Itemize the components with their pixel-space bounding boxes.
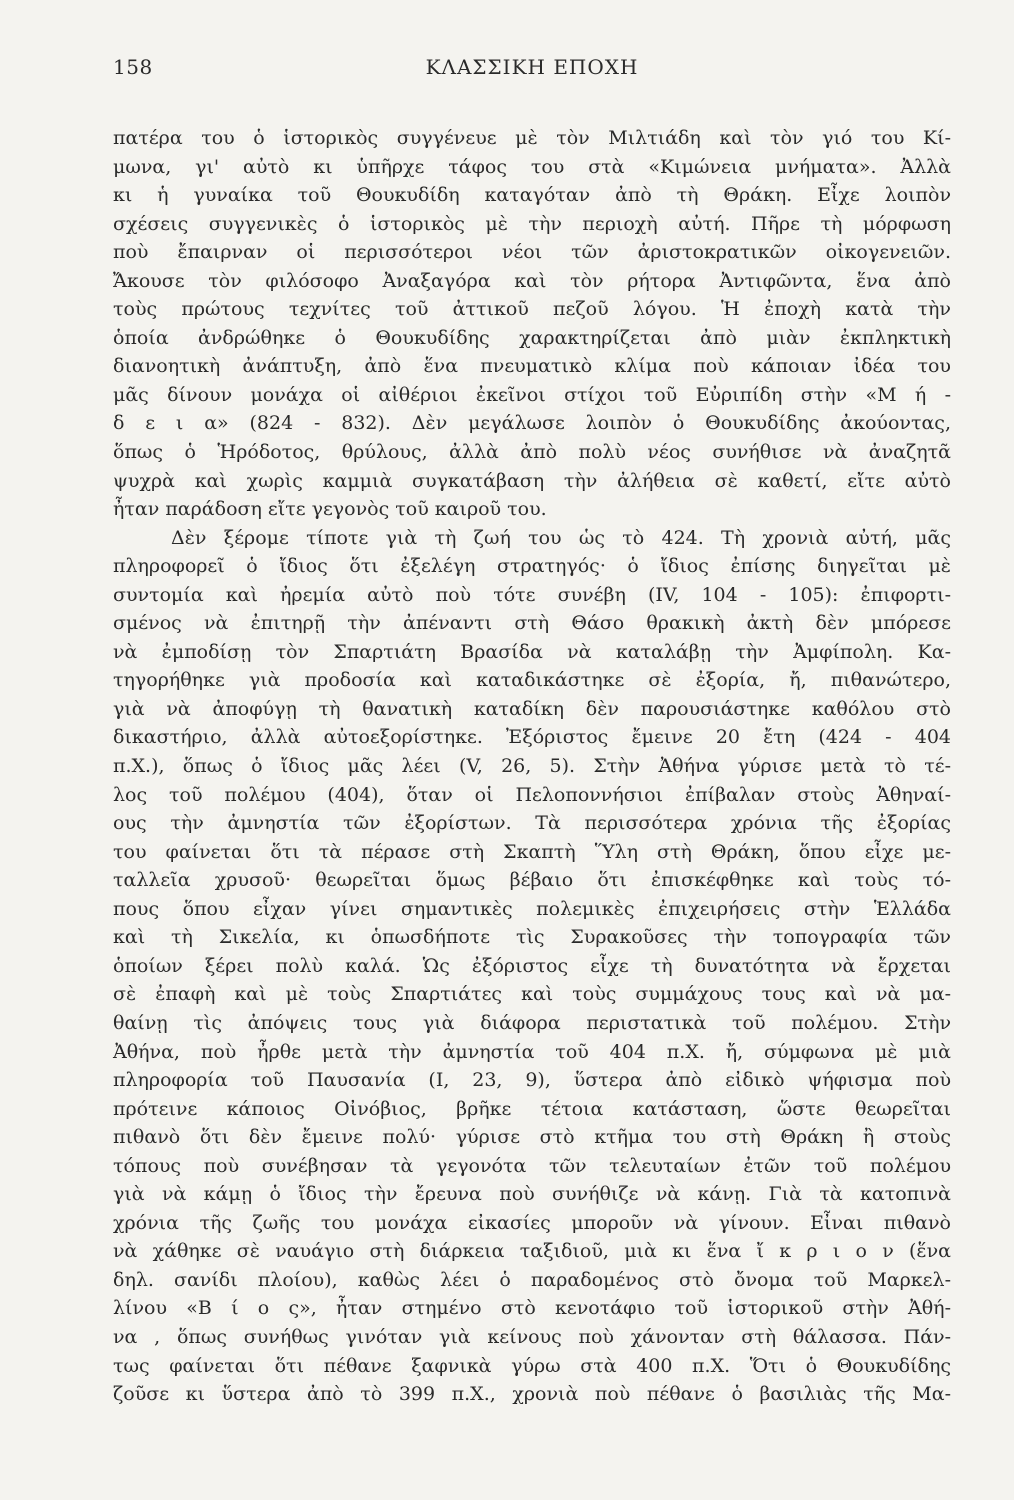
text-line: Ἄκουσε τὸν φιλόσοφο Ἀναξαγόρα καὶ τὸν ρήτορα Ἀντιφῶντα, ἕνα ἀπὸ — [113, 269, 951, 292]
text-line: σχέσεις συγγενικὲς ὁ ἱστορικὸς μὲ τὴν περιοχὴ αὐτή. Πῆρε τὴ μόρφωση — [113, 212, 951, 235]
text-line: ὅπως ὁ Ἡρόδοτος, θρύλους, ἀλλὰ ἀπὸ πολὺ νέος συνήθισε νὰ ἀναζητᾶ — [113, 441, 951, 464]
text-line: πληροφορία τοῦ Παυσανία (I, 23, 9), ὕστερα ἀπὸ εἰδικὸ ψήφισμα ποὺ — [113, 1069, 951, 1092]
text-line: δ ε ι α» (824 - 832). Δὲν μεγάλωσε λοιπὸν ὁ Θουκυδίδης ἀκούοντας, — [113, 412, 951, 435]
text-line: πληροφορεῖ ὁ ἴδιος ὅτι ἐξελέγη στρατηγός· ὁ ἴδιος ἐπίσης διηγεῖται μὲ — [113, 555, 951, 578]
text-line: νὰ χάθηκε σὲ ναυάγιο στὴ διάρκεια ταξιδιοῦ, μιὰ κι ἕνα ἴ κ ρ ι ο ν (ἕνα — [113, 1240, 951, 1263]
text-line: τως φαίνεται ὅτι πέθανε ξαφνικὰ γύρω στὰ 400 π.Χ. Ὅτι ὁ Θουκυδίδης — [113, 1354, 951, 1377]
text-line: να , ὅπως συνήθως γινόταν γιὰ κείνους ποὺ χάνονταν στὴ θάλασσα. Πάν- — [113, 1325, 951, 1348]
text-line: καὶ τὴ Σικελία, κι ὁπωσδήποτε τὶς Συρακοῦσες τὴν τοπογραφία τῶν — [113, 926, 951, 949]
text-line: δηλ. σανίδι πλοίου), καθὼς λέει ὁ παραδομένος στὸ ὄνομα τοῦ Μαρκελ- — [113, 1268, 951, 1291]
running-head: ΚΛΑΣΣΙΚΗ ΕΠΟΧΗ — [425, 55, 639, 79]
text-line: διανοητικὴ ἀνάπτυξη, ἀπὸ ἕνα πνευματικὸ κλίμα ποὺ κάποιαν ἰδέα του — [113, 355, 951, 378]
text-line: πιθανὸ ὅτι δὲν ἔμεινε πολύ· γύρισε στὸ κτῆμα του στὴ Θράκη ἢ στοὺς — [113, 1126, 951, 1149]
text-line: Ἀθήνα, ποὺ ἦρθε μετὰ τὴν ἀμνηστία τοῦ 404 π.Χ. ἤ, σύμφωνα μὲ μιὰ — [113, 1040, 951, 1063]
text-line: δικαστήριο, ἀλλὰ αὐτοεξορίστηκε. Ἐξόριστος ἔμεινε 20 ἔτη (424 - 404 — [113, 726, 951, 749]
text-line: τόπους ποὺ συνέβησαν τὰ γεγονότα τῶν τελευταίων ἐτῶν τοῦ πολέμου — [113, 1154, 951, 1177]
text-line: του φαίνεται ὅτι τὰ πέρασε στὴ Σκαπτὴ Ὕλη στὴ Θράκη, ὅπου εἶχε με- — [113, 840, 951, 863]
text-line: ποὺ ἔπαιρναν οἱ περισσότεροι νέοι τῶν ἀριστοκρατικῶν οἰκογενειῶν. — [113, 241, 951, 264]
text-line: νὰ ἐμποδίσῃ τὸν Σπαρτιάτη Βρασίδα νὰ καταλάβῃ τὴν Ἀμφίπολη. Κα- — [113, 640, 951, 663]
text-line: γιὰ νὰ ἀποφύγῃ τὴ θανατικὴ καταδίκη δὲν παρουσιάστηκε καθόλου στὸ — [113, 697, 951, 720]
text-line: πους ὅπου εἶχαν γίνει σημαντικὲς πολεμικὲς ἐπιχειρήσεις στὴν Ἑλλάδα — [113, 897, 951, 920]
text-line: πρότεινε κάποιος Οἰνόβιος, βρῆκε τέτοια κατάσταση, ὥστε θεωρεῖται — [113, 1097, 951, 1120]
text-line: ους τὴν ἀμνηστία τῶν ἐξορίστων. Τὰ περισσότερα χρόνια τῆς ἐξορίας — [113, 812, 951, 835]
text-line: ψυχρὰ καὶ χωρὶς καμμιὰ συγκατάβαση τὴν ἀλήθεια σὲ καθετί, εἴτε αὐτὸ — [113, 469, 951, 492]
text-line: γιὰ νὰ κάμῃ ὁ ἴδιος τὴν ἔρευνα ποὺ συνήθιζε νὰ κάνῃ. Γιὰ τὰ κατοπινὰ — [113, 1183, 951, 1206]
text-line: π.Χ.), ὅπως ὁ ἴδιος μᾶς λέει (V, 26, 5). Στὴν Ἀθήνα γύρισε μετὰ τὸ τέ- — [113, 755, 951, 778]
text-line: ζοῦσε κι ὕστερα ἀπὸ τὸ 399 π.Χ., χρονιὰ ποὺ πέθανε ὁ βασιλιὰς τῆς Μα- — [113, 1383, 951, 1406]
text-line: κι ἡ γυναίκα τοῦ Θουκυδίδη καταγόταν ἀπὸ τὴ Θράκη. Εἶχε λοιπὸν — [113, 184, 951, 207]
body-text — [113, 124, 951, 1409]
text-line: σμένος νὰ ἐπιτηρῇ τὴν ἀπέναντι στὴ Θάσο θρακικὴ ἀκτὴ δὲν μπόρεσε — [113, 612, 951, 635]
page-number: 158 — [113, 55, 153, 79]
text-line: πατέρα του ὁ ἱστορικὸς συγγένευε μὲ τὸν Μιλτιάδη καὶ τὸν γιό του Κί- — [113, 127, 951, 149]
text-line: χρόνια τῆς ζωῆς του μονάχα εἰκασίες μποροῦν νὰ γίνουν. Εἶναι πιθανὸ — [113, 1211, 951, 1234]
text-line: λος τοῦ πολέμου (404), ὅταν οἱ Πελοποννήσιοι ἐπίβαλαν στοὺς Ἀθηναί- — [113, 783, 951, 806]
page-header — [113, 55, 951, 95]
text-line: λίνου «Β ί ο ς», ἦταν στημένο στὸ κενοτάφιο τοῦ ἱστορικοῦ στὴν Ἀθή- — [113, 1297, 951, 1320]
text-line: ὁποίων ξέρει πολὺ καλά. Ὡς ἐξόριστος εἶχε τὴ δυνατότητα νὰ ἔρχεται — [113, 954, 951, 977]
paragraph-end-line: ἦταν παράδοση εἴτε γεγονὸς τοῦ καιροῦ του. — [113, 498, 547, 521]
text-line: ταλλεῖα χρυσοῦ· θεωρεῖται ὅμως βέβαιο ὅτι ἐπισκέφθηκε καὶ τοὺς τό- — [113, 869, 951, 892]
text-line: μωνα, γι' αὐτὸ κι ὑπῆρχε τάφος του στὰ «Κιμώνεια μνήματα». Ἀλλὰ — [113, 155, 951, 178]
paragraph-start-line: Δὲν ξέρομε τίποτε γιὰ τὴ ζωή του ὡς τὸ 424. Τὴ χρονιὰ αὐτή, μᾶς — [171, 526, 951, 549]
text-line: θαίνῃ τὶς ἀπόψεις τους γιὰ διάφορα περιστατικὰ τοῦ πολέμου. Στὴν — [113, 1011, 951, 1034]
text-line: τηγορήθηκε γιὰ προδοσία καὶ καταδικάστηκε σὲ ἐξορία, ἤ, πιθανώτερο, — [113, 669, 951, 692]
text-line: τοὺς πρώτους τεχνίτες τοῦ ἀττικοῦ πεζοῦ λόγου. Ἡ ἐποχὴ κατὰ τὴν — [113, 298, 951, 321]
text-line: συντομία καὶ ἠρεμία αὐτὸ ποὺ τότε συνέβη (IV, 104 - 105): ἐπιφορτι- — [113, 583, 951, 606]
text-line: ὁποία ἀνδρώθηκε ὁ Θουκυδίδης χαρακτηρίζεται ἀπὸ μιὰν ἐκπληκτικὴ — [113, 326, 951, 349]
text-line: μᾶς δίνουν μονάχα οἱ αἰθέριοι ἐκεῖνοι στίχοι τοῦ Εὐριπίδη στὴν «Μ ή - — [113, 383, 951, 406]
text-line: σὲ ἐπαφὴ καὶ μὲ τοὺς Σπαρτιάτες καὶ τοὺς συμμάχους τους καὶ νὰ μα- — [113, 983, 951, 1006]
